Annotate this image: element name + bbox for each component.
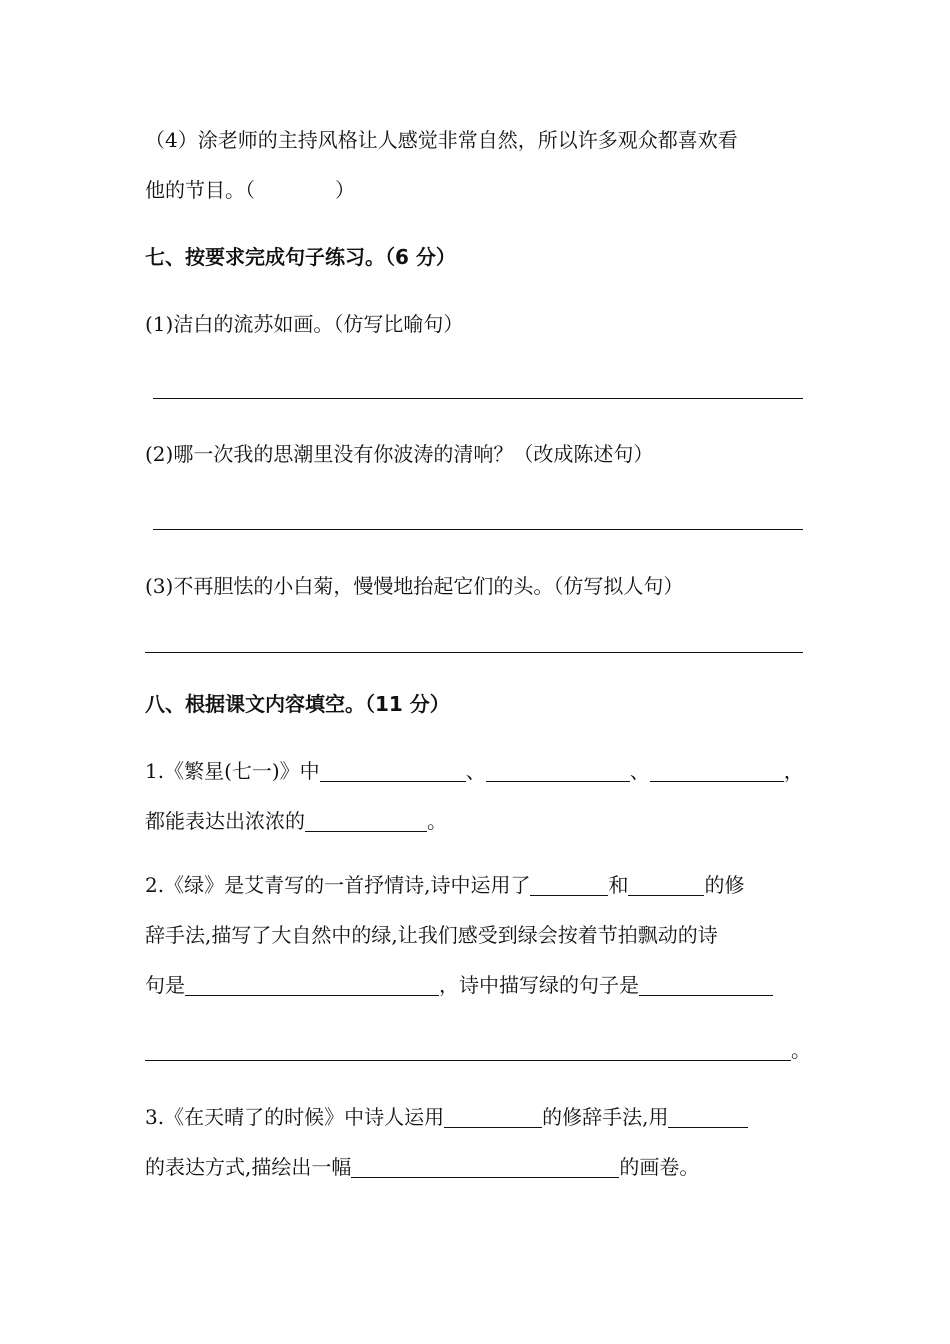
separator: 、 [629, 759, 650, 783]
s8-q2-d: ，诗中描写绿的句子是 [439, 973, 639, 997]
s8-q3-c: 的表达方式,描绘出一幅 [145, 1155, 352, 1179]
s8-q3-line1 [145, 1104, 748, 1130]
s8-q2-line3 [145, 972, 773, 998]
s8-q3-b: 的修辞手法,用 [542, 1105, 669, 1129]
s7-question-2: (2)哪一次我的思潮里没有你波涛的清响？（改成陈述句） [145, 442, 654, 466]
blank[interactable] [145, 1040, 791, 1061]
item4-line2: 他的节目。（ ） [145, 178, 355, 202]
s8-q2-line2: 辞手法,描写了大自然中的绿,让我们感受到绿会按着节拍飘动的诗 [145, 923, 718, 947]
blank[interactable] [320, 761, 466, 782]
blank[interactable] [628, 875, 704, 896]
s8-q1-prefix: 1.《繁星(七一)》中 [145, 759, 320, 783]
blank[interactable] [639, 975, 773, 996]
period: 。 [427, 809, 447, 833]
s8-q1-text: 都能表达出浓浓的 [145, 809, 305, 833]
s7-answer-line-3[interactable] [145, 652, 803, 653]
s7-answer-line-1[interactable] [153, 398, 803, 399]
section8-heading: 八、根据课文内容填空。（11 分） [145, 692, 450, 716]
s8-q1-line1 [145, 758, 804, 784]
comma: ， [783, 759, 804, 783]
blank[interactable] [486, 761, 630, 782]
separator: 、 [465, 759, 486, 783]
period: 。 [791, 1038, 811, 1062]
blank[interactable] [650, 761, 784, 782]
s8-q3-d: 的画卷。 [619, 1155, 700, 1179]
s8-q2-and: 和 [608, 873, 629, 897]
s7-question-1: (1)洁白的流苏如画。（仿写比喻句） [145, 312, 464, 336]
s8-q2-c: 句是 [145, 973, 185, 997]
s7-question-3: (3)不再胆怯的小白菊，慢慢地抬起它们的头。（仿写拟人句） [145, 574, 684, 598]
section7-heading: 七、按要求完成句子练习。（6 分） [145, 245, 456, 269]
s8-q1-line2 [145, 808, 447, 834]
blank[interactable] [185, 975, 439, 996]
blank[interactable] [305, 811, 427, 832]
blank[interactable] [668, 1107, 748, 1128]
s8-q2-line1 [145, 872, 744, 898]
blank[interactable] [351, 1157, 619, 1178]
s8-q2-prefix: 2.《绿》是艾青写的一首抒情诗,诗中运用了 [145, 873, 531, 897]
s8-q3-prefix: 3.《在天晴了的时候》中诗人运用 [145, 1105, 445, 1129]
blank[interactable] [530, 875, 608, 896]
s8-q2-suffix: 的修 [704, 873, 745, 897]
item4-line1: （4）涂老师的主持风格让人感觉非常自然，所以许多观众都喜欢看 [145, 128, 738, 152]
s8-q3-line2 [145, 1154, 699, 1180]
s7-answer-line-2[interactable] [153, 529, 803, 530]
blank[interactable] [444, 1107, 542, 1128]
s8-q2-line4 [145, 1037, 811, 1063]
